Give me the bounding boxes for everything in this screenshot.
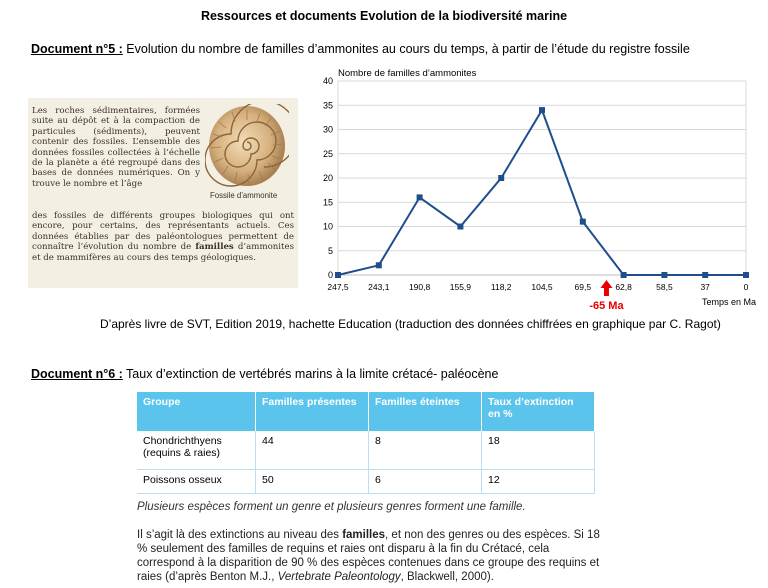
x-tick-label: 118,2 bbox=[490, 282, 512, 292]
fossil-text-bold: familles bbox=[195, 242, 234, 253]
chart-y-ticks bbox=[323, 76, 333, 280]
data-point bbox=[335, 272, 341, 278]
table-cell: 6 bbox=[369, 470, 482, 494]
y-tick-label: 30 bbox=[322, 124, 333, 135]
data-point bbox=[498, 175, 504, 181]
paragraph-part: , Blackwell, 2000). bbox=[400, 571, 494, 583]
table-cell: 8 bbox=[369, 431, 482, 470]
chart-x-axis-label: Temps en Ma bbox=[702, 297, 757, 307]
data-point bbox=[376, 262, 382, 268]
x-tick-label: 243,1 bbox=[368, 282, 390, 292]
y-tick-label: 40 bbox=[322, 76, 333, 86]
doc5-source: D’après livre de SVT, Edition 2019, hachette Education (traduction des données chiffrées en graphique par C. Ragot) bbox=[100, 317, 721, 331]
paragraph-part: , et non des genres ou des espèces. Si 18 % seulement des familles de requins et raies ont disparu à la fin du Crétacé, cela correspond à la disparition de 90 % des espèces contenues dans ce groupe des requins et raies (d’après Benton M.J., bbox=[137, 529, 600, 583]
doc5-heading bbox=[31, 42, 690, 56]
doc6-paragraph bbox=[137, 528, 607, 584]
doc6-heading bbox=[31, 367, 498, 381]
data-point bbox=[457, 224, 463, 230]
table-cell: 18 bbox=[482, 431, 595, 470]
x-tick-label: 190,8 bbox=[408, 282, 431, 292]
doc6-label: Document n°6 : bbox=[31, 367, 123, 381]
y-tick-label: 0 bbox=[327, 270, 333, 280]
doc5-label: Document n°5 : bbox=[31, 42, 123, 56]
data-point bbox=[539, 107, 545, 113]
table-note: Plusieurs espèces forment un genre et plusieurs genres forment une famille. bbox=[137, 501, 526, 513]
chart-series bbox=[335, 107, 749, 278]
fossil-panel-text-continued bbox=[32, 211, 294, 263]
y-tick-label: 5 bbox=[327, 245, 333, 256]
fossil-text-part: des fossiles de différents groupes biologiques qui ont encore, pour certains, des représentants actuels. Ces données établies par des paléontologues permettent de connaître l’évolution du nombre de bbox=[32, 211, 294, 253]
x-tick-label: 247,5 bbox=[327, 282, 349, 292]
table-header-cell: Familles éteintes bbox=[369, 392, 482, 431]
data-point bbox=[743, 272, 749, 278]
x-tick-label: 58,5 bbox=[656, 282, 673, 292]
table-row bbox=[137, 470, 595, 494]
fossil-text-part: d’ammonites et de mammifères au cours des temps géologiques. bbox=[32, 242, 294, 263]
x-tick-label: 37 bbox=[700, 282, 710, 292]
table-row bbox=[137, 431, 595, 470]
data-point bbox=[661, 272, 667, 278]
paragraph-italic: Vertebrate Paleontology bbox=[277, 571, 401, 583]
fossil-panel-text: Les roches sédimentaires, formées suite au dépôt et à la compaction de particules (sédiments), peuvent contenir des fossiles. L’ensemble des données fossiles collectées à l’échelle de la planète a été regroupé dans des bases de données numériques. On y trouve le nombre et l’âge bbox=[32, 106, 200, 189]
paragraph-bold: familles bbox=[342, 529, 386, 541]
x-tick-label: 0 bbox=[743, 282, 749, 292]
y-tick-label: 10 bbox=[322, 221, 333, 232]
table-header-cell: Familles présentes bbox=[256, 392, 369, 431]
table-cell: 50 bbox=[256, 470, 369, 494]
table-cell: Poissons osseux bbox=[137, 470, 256, 494]
table-cell: 12 bbox=[482, 470, 595, 494]
y-tick-label: 25 bbox=[322, 148, 333, 159]
data-point bbox=[417, 194, 423, 200]
x-tick-label: 62,8 bbox=[615, 282, 632, 292]
x-tick-label: 69,5 bbox=[574, 282, 592, 292]
y-tick-label: 20 bbox=[322, 173, 333, 183]
x-tick-label: 104,5 bbox=[531, 282, 553, 292]
annotation-label: -65 Ma bbox=[589, 300, 624, 312]
extinction-table bbox=[137, 392, 595, 494]
table-cell: Chondrichthyens (requins & raies) bbox=[137, 431, 256, 470]
doc6-title: Taux d’extinction de vertébrés marins à la limite crétacé- paléocène bbox=[122, 367, 499, 381]
annotation-arrow-icon bbox=[600, 280, 612, 296]
doc5-title: Evolution du nombre de familles d’ammonites au cours du temps, à partir de l’étude du registre fossile bbox=[122, 42, 690, 56]
y-tick-label: 35 bbox=[322, 100, 333, 111]
table-header-row bbox=[137, 392, 595, 431]
data-point bbox=[580, 219, 586, 225]
data-point bbox=[702, 272, 708, 278]
ammonite-fossil-image bbox=[205, 104, 289, 188]
data-point bbox=[621, 272, 627, 278]
fossil-panel bbox=[28, 98, 298, 288]
paragraph-part: Il s’agit là des extinctions au niveau des bbox=[137, 529, 343, 541]
y-tick-label: 15 bbox=[322, 197, 333, 208]
table-cell: 44 bbox=[256, 431, 369, 470]
page-title: Ressources et documents Evolution de la biodiversité marine bbox=[200, 9, 568, 23]
table-header-cell: Taux d’extinction en % bbox=[482, 392, 595, 431]
chart-y-axis-label: Nombre de familles d’ammonites bbox=[338, 68, 477, 79]
ammonite-families-chart bbox=[318, 62, 764, 312]
chart-x-ticks bbox=[327, 282, 748, 292]
fossil-caption: Fossile d’ammonite bbox=[210, 191, 278, 200]
x-tick-label: 155,9 bbox=[449, 282, 472, 292]
table-header-cell: Groupe bbox=[137, 392, 256, 431]
